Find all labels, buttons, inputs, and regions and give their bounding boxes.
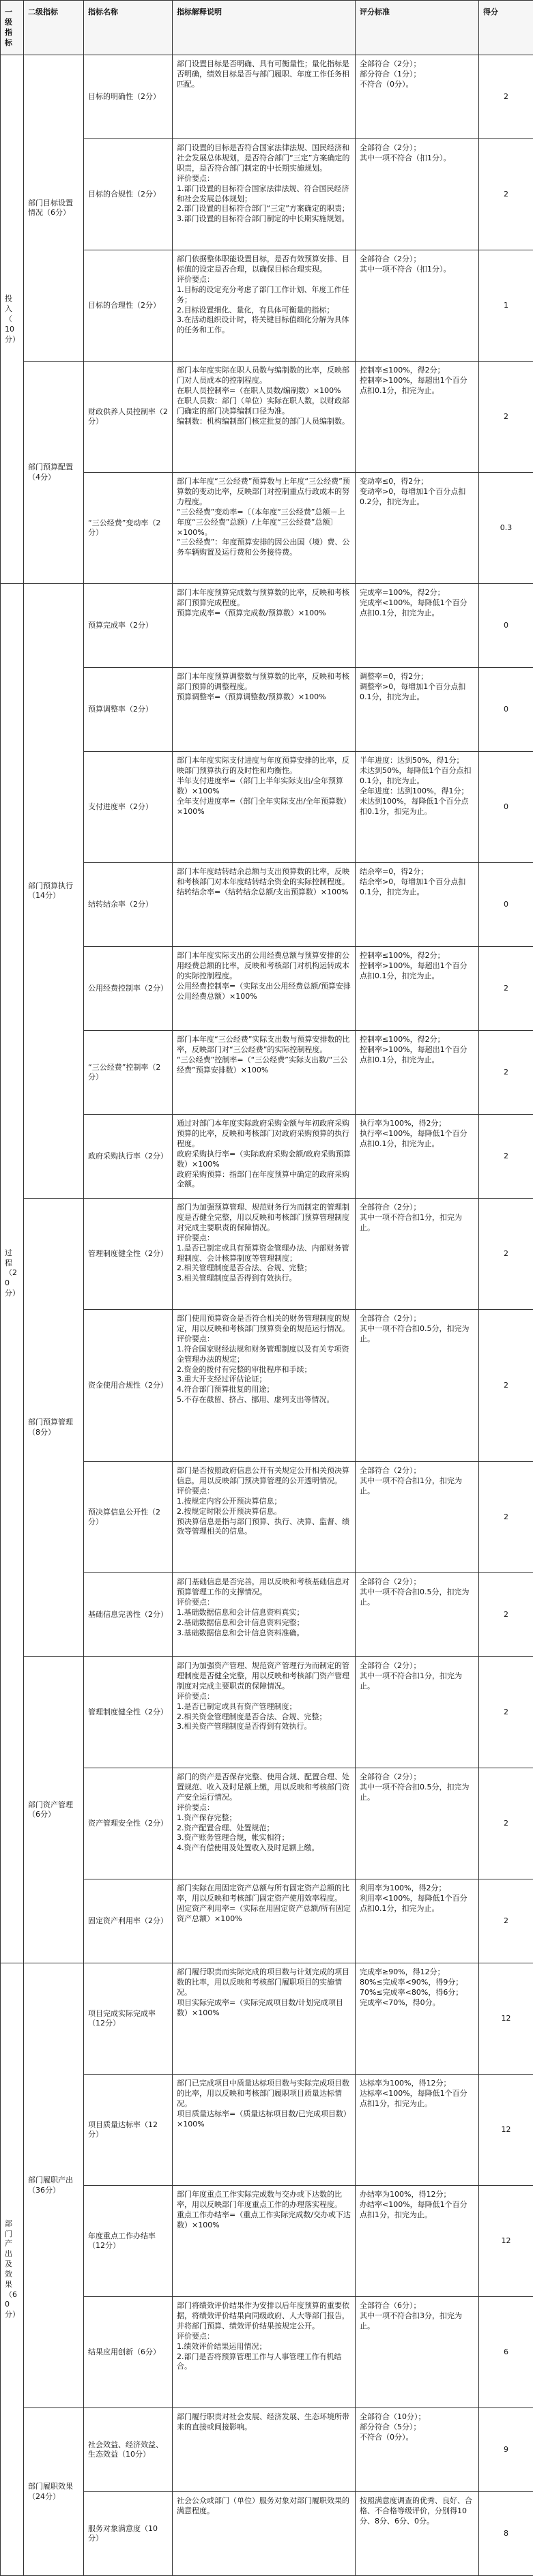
indicator-name: 基础信息完善性（2分） xyxy=(84,1573,173,1657)
header-row xyxy=(1,1,533,55)
score-value: 1 xyxy=(479,250,533,362)
indicator-name: 固定资产利用率（2分） xyxy=(84,1879,173,1963)
indicator-explanation: 部门本年度预算完成数与预算数的比率，反映和考核部门预算完成程度。 预算完成率=（预算完成数/预算数）×100% xyxy=(173,584,356,668)
indicator-explanation: 部门本年度预算调整数与预算数的比率，反映和考核部门预算的调整程度。 预算调整率=（预算调整数/预算数）×100% xyxy=(173,668,356,752)
scoring-criteria: 全部符合（2分）； 其中一项不符合扣0.5分，扣完为止。 xyxy=(356,1768,479,1879)
scoring-criteria: 半年进度：达到50%，得1分； 未达到50%，每降低1个百分点扣0.1分，扣完为止。 全年进度：达到100%，得1分； 未达到100%，每降低1个百分点扣0.1分，扣完为止。 xyxy=(356,752,479,863)
scoring-criteria: 完成率≥90%，得12分； 80%≤完成率<90%，得9分； 70%≤完成率<80%，得6分； 完成率<70%，得0分。 xyxy=(356,1963,479,2075)
indicator-explanation: 部门为加强资产管理、规范资产管理行为而制定的管理制度是否健全完整，用以反映和考核部门资产管理制度对完成主要职责的保障情况。 评价要点： 1.是否已制定或具有资产管理制度； 2.相关资金管理制度是否合法、合规、完整； 3.相关资产管理制度是否得到有效执行。 xyxy=(173,1657,356,1768)
score-value: 2 xyxy=(479,1573,533,1657)
indicator-name: 资产管理安全性（2分） xyxy=(84,1768,173,1879)
indicator-explanation: 部门设置目标是否明确、具有可衡量性；量化指标是否明确，绩效目标是否与部门履职、年度工作任务相匹配。 xyxy=(173,55,356,139)
score-value: 2 xyxy=(479,1657,533,1768)
table-row xyxy=(1,584,533,668)
indicator-explanation: 部门本年度实际在职人员数与编制数的比率，反映部门对人员成本的控制程度。 在职人员控制率=（在职人员数/编制数）×100% 在职人员数：部门（单位）实际在职人数，以财政部门确定的部门决算编制口径为准。 编制数：机构编制部门核定批复的部门人员编制数。 xyxy=(173,362,356,473)
score-value: 2 xyxy=(479,1310,533,1462)
level2-cell: 部门预算配置（4分） xyxy=(24,362,84,584)
score-value: 2 xyxy=(479,1768,533,1879)
header-explanation: 指标解释说明 xyxy=(173,1,356,55)
level2-cell: 部门预算执行（14分） xyxy=(24,584,84,1199)
scoring-criteria: 完成率=100%，得2分； 完成率<100%，每降低1个百分点扣0.1分，扣完为止。 xyxy=(356,584,479,668)
indicator-name: “三公经费”变动率（2分） xyxy=(84,473,173,584)
indicator-explanation: 部门使用预算资金是否符合相关的财务管理制度的规定，用以反映和考核部门预算资金的规范运行情况。 评价要点： 1.符合国家财经法规和财务管理制度以及有关专项资金管理办法的规定； 2.资金的拨付有完整的审批程序和手续； 3.重大开支经过评估论证； 4.符合部门预算批复的用途； 5.不存在截留、挤占、挪用、虚列支出等情况。 xyxy=(173,1310,356,1462)
score-value: 0 xyxy=(479,863,533,947)
indicator-name: “三公经费”控制率（2分） xyxy=(84,1031,173,1115)
indicator-explanation: 社会公众或部门（单位）服务对象对部门履职效果的满意程度。 xyxy=(173,2492,356,2576)
score-value: 12 xyxy=(479,2186,533,2297)
indicator-name: 年度重点工作办结率（12分） xyxy=(84,2186,173,2297)
scoring-criteria: 全部符合（2分）； 部分符合（1分）； 不符合（0分）。 xyxy=(356,55,479,139)
level1-cell: 过程（20分） xyxy=(1,584,24,1963)
indicator-name: 预算完成率（2分） xyxy=(84,584,173,668)
indicator-name: 目标的合理性（2分） xyxy=(84,250,173,362)
indicator-explanation: 部门为加强预算管理、规范财务行为而制定的管理制度是否健全完整，用以反映和考核部门预算管理制度对完成主要职责的保障情况。 评价要点： 1.是否已制定或具有预算资金管理办法、内部财务管理制度、会计核算制度等管理制度； 2.相关管理制度是否合法、合规、完整； 3.相关管理制度是否得到有效执行。 xyxy=(173,1199,356,1310)
indicator-explanation: 通过对部门本年度实际政府采购金额与年初政府采购预算的比率，反映和考核部门对政府采购预算的执行程度。 政府采购执行率=（实际政府采购金额/政府采购预算数）×100% 政府采购预算：指部门在年度预算中确定的政府采购金额。 xyxy=(173,1115,356,1199)
scoring-criteria: 控制率≤100%，得2分； 控制率>100%，每超出1个百分点扣0.1分，扣完为止。 xyxy=(356,362,479,473)
table-row xyxy=(1,1199,533,1310)
indicator-explanation: 部门年度重点工作实际完成数与交办或下达数的比率，用以反映部门年度重点工作的办理落实程度。 重点工作办结率=（重点工作实际完成数/交办或下达数）×100% xyxy=(173,2186,356,2297)
score-value: 6 xyxy=(479,2297,533,2408)
scoring-criteria: 调整率=0，得2分； 调整率>0，每增加1个百分点扣0.1分，扣完为止。 xyxy=(356,668,479,752)
scoring-criteria: 控制率≤100%，得2分； 控制率>100%，每超出1个百分点扣0.1分，扣完为止。 xyxy=(356,1031,479,1115)
score-value: 12 xyxy=(479,2075,533,2186)
score-value: 2 xyxy=(479,139,533,250)
indicator-name: 结果应用创新（6分） xyxy=(84,2297,173,2408)
indicator-explanation: 部门将绩效评价结果作为安排以后年度预算的重要依据，将绩效评价结果向同级政府、人大等部门报告，并将部门预算、绩效评价结果按规定公开。 评价要点： 1.绩效评价结果运用情况； 2.部门是否将预算管理工作与人事管理工作有机结合。 xyxy=(173,2297,356,2408)
indicator-explanation: 部门履行职责对社会发展、经济发展、生态环境所带来的直接或间接影响。 xyxy=(173,2408,356,2492)
indicator-name: 项目质量达标率（12分） xyxy=(84,2075,173,2186)
indicator-name: 政府采购执行率（2分） xyxy=(84,1115,173,1199)
table-row xyxy=(1,1963,533,2075)
scoring-criteria: 全部符合（10分）； 部分符合（5分）； 不符合（0分）。 xyxy=(356,2408,479,2492)
level2-cell: 部门履职效果（24分） xyxy=(24,2408,84,2576)
scoring-criteria: 执行率为100%，得2分； 执行率<100%，每降低1个百分点扣0.1分，扣完为止。 xyxy=(356,1115,479,1199)
indicator-explanation: 部门履行职责而实际完成的项目数与计划完成的项目数的比率，用以反映和考核部门履职项目的实施情况。 项目实际完成率=（实际完成项目数/计划完成项目数）×100% xyxy=(173,1963,356,2075)
score-value: 0.3 xyxy=(479,473,533,584)
indicator-name: 资金使用合规性（2分） xyxy=(84,1310,173,1462)
indicator-name: 支付进度率（2分） xyxy=(84,752,173,863)
scoring-criteria: 全部符合（2分）； 其中一项不符合扣0.5分，扣完为止。 xyxy=(356,1573,479,1657)
level2-cell: 部门预算管理（8分） xyxy=(24,1199,84,1657)
indicator-explanation: 部门实际在用固定资产总额与所有固定资产总额的比率，用以反映和考核部门固定资产使用效率程度。 固定资产利用率=（实际在用固定资产总额/所有固定资产总额）×100% xyxy=(173,1879,356,1963)
indicator-explanation: 部门设置的目标是否符合国家法律法规、国民经济和社会发展总体规划，是否符合部门“三定”方案确定的职责，是否符合部门制定的中长期实施规划。 评价要点： 1.部门设置的目标符合国家法律法规、符合国民经济和社会发展总体规划； 2.部门设置的目标符合部门“三定”方案确定的职责； 3.部门设置的目标符合部门制定的中长期实施规划。 xyxy=(173,139,356,250)
table-row xyxy=(1,362,533,473)
score-value: 0 xyxy=(479,752,533,863)
indicator-name: 预算调整率（2分） xyxy=(84,668,173,752)
indicator-explanation: 部门本年度实际支出的公用经费总额与预算安排的公用经费总额的比率，反映和考核部门对机构运转成本的实际控制程度。 公用经费控制率=（实际支出公用经费总额/预算安排公用经费总额）×100% xyxy=(173,947,356,1031)
score-value: 2 xyxy=(479,1199,533,1310)
scoring-criteria: 达标率为100%，得12分； 达标率<100%，每降低1个百分点扣1分，扣完为止。 xyxy=(356,2075,479,2186)
score-value: 2 xyxy=(479,55,533,139)
level1-cell: 投 入 （ 10 分） xyxy=(1,55,24,584)
indicator-name: 项目完成实际完成率（12分） xyxy=(84,1963,173,2075)
indicator-explanation: 部门是否按照政府信息公开有关规定公开相关预决算信息，用以反映部门预决算管理的公开透明情况。 评价要点： 1.按规定内容公开预决算信息； 2.按规定时限公开预决算信息。 预决算信息是指与部门预算、执行、决算、监督、绩效等管理相关的信息。 xyxy=(173,1462,356,1573)
level2-cell: 部门资产管理（6分） xyxy=(24,1657,84,1963)
indicator-explanation: 部门本年度结转结余总额与支出预算数的比率，反映和考核部门对本年度结转结余资金的实际控制程度。 结转结余率=（结转结余总额/支出预算数）×100% xyxy=(173,863,356,947)
score-value: 2 xyxy=(479,362,533,473)
table-row xyxy=(1,2408,533,2492)
scoring-criteria: 结余率=0，得2分； 结余率>0，每增加1个百分点扣0.1分，扣完为止。 xyxy=(356,863,479,947)
indicator-name: 管理制度健全性（2分） xyxy=(84,1199,173,1310)
indicator-name: 社会效益、经济效益、生态效益（10分） xyxy=(84,2408,173,2492)
scoring-criteria: 全部符合（2分）； 其中一项不符合扣1分，扣完为止。 xyxy=(356,1462,479,1573)
indicator-name: 公用经费控制率（2分） xyxy=(84,947,173,1031)
indicator-name: 结转结余率（2分） xyxy=(84,863,173,947)
header-level1: 一级指标 xyxy=(1,1,24,55)
table-row xyxy=(1,1657,533,1768)
indicator-explanation: 部门的资产是否保存完整、使用合规、配置合理、处置规范、收入及时足额上缴，用以反映和考核部门资产安全运行情况。 评价要点： 1.资产保存完整； 2.资产配置合理、处置规范； 3.资产账务管理合规，帐实相符； 4.资产有偿使用及处置收入及时足额上缴。 xyxy=(173,1768,356,1879)
indicator-name: 目标的合规性（2分） xyxy=(84,139,173,250)
score-value: 2 xyxy=(479,1462,533,1573)
indicator-name: 目标的明确性（2分） xyxy=(84,55,173,139)
score-value: 2 xyxy=(479,1031,533,1115)
indicator-explanation: 部门已完成项目中质量达标项目数与实际完成项目数的比率，用以反映和考核部门履职项目质量达标情况。 项目质量达标率=（质量达标项目数/已完成项目数）×100% xyxy=(173,2075,356,2186)
header-score: 得分 xyxy=(479,1,533,55)
indicator-name: 管理制度健全性（2分） xyxy=(84,1657,173,1768)
scoring-criteria: 按照满意度调查的优秀、良好、合格、不合格等级评价，分别得10分、8分、6分、0分。 xyxy=(356,2492,479,2576)
score-value: 0 xyxy=(479,668,533,752)
indicator-explanation: 部门本年度“三公经费”预算数与上年度“三公经费”预算数的变动比率，反映部门对控制重点行政成本的努力程度。 “三公经费”变动率=〔（本年度“三公经费”总额－上年度“三公经费”总额）/上年度“三公经费”总额〕×100%。 “三公经费”：年度预算安排的因公出国（境）费、公务车辆购置及运行费和公务接待费。 xyxy=(173,473,356,584)
score-value: 0 xyxy=(479,584,533,668)
indicator-explanation: 部门本年度“三公经费”实际支出数与预算安排数的比率，反映部门对“三公经费”的实际控制程度。 “三公经费”控制率=（“三公经费”实际支出数/“三公经费”预算安排数）×100% xyxy=(173,1031,356,1115)
indicator-name: 预决算信息公开性（2分） xyxy=(84,1462,173,1573)
indicator-explanation: 部门基础信息是否完善，用以反映和考核基础信息对预算管理工作的支撑情况。 评价要点： 1.基础数据信息和会计信息资料真实； 2.基础数据信息和会计信息资料完整； 3.基础数据信息和会计信息资料准确。 xyxy=(173,1573,356,1657)
scoring-criteria: 全部符合（6分）； 其中一项不符合扣3分，扣完为止。 xyxy=(356,2297,479,2408)
indicator-name: 财政供养人员控制率（2分） xyxy=(84,362,173,473)
score-value: 8 xyxy=(479,2492,533,2576)
scoring-criteria: 全部符合（2分）； 其中一项不符合（扣1分）。 xyxy=(356,250,479,362)
scoring-criteria: 控制率≤100%，得2分； 控制率>100%，每超出1个百分点扣0.1分，扣完为止。 xyxy=(356,947,479,1031)
score-value: 2 xyxy=(479,1115,533,1199)
level2-cell: 部门履职产出（36分） xyxy=(24,1963,84,2408)
score-value: 2 xyxy=(479,947,533,1031)
table-row xyxy=(1,55,533,139)
scoring-criteria: 全部符合（2分）； 其中一项不符合扣1分，扣完为止。 xyxy=(356,1657,479,1768)
scoring-criteria: 全部符合（2分）； 其中一项不符合扣1分，扣完为止。 xyxy=(356,1199,479,1310)
score-value: 12 xyxy=(479,1963,533,2075)
header-level2: 二级指标 xyxy=(24,1,84,55)
score-value: 2 xyxy=(479,1879,533,1963)
level1-cell: 部门产出及效果（60分） xyxy=(1,1963,24,2576)
scoring-criteria: 全部符合（2分）； 其中一项不符合（扣1分）。 xyxy=(356,139,479,250)
scoring-criteria: 变动率≤0，得2分； 变动率>0，每增加1个百分点扣0.2分，扣完为止。 xyxy=(356,473,479,584)
indicator-explanation: 部门本年度实际支付进度与年度预算安排的比率，反映部门预算执行的及时性和均衡性。 半年支付进度率=（部门上半年实际支出/全年预算数）×100% 全年支付进度率=（部门全年实际支出/全年预算数）×100% xyxy=(173,752,356,863)
header-criteria: 评分标准 xyxy=(356,1,479,55)
level2-cell: 部门目标设置情况（6分） xyxy=(24,55,84,362)
scoring-criteria: 办结率为100%，得12分； 办结率<100%，每降低1个百分点扣1分，扣完为止。 xyxy=(356,2186,479,2297)
scoring-criteria: 全部符合（2分）； 其中一项不符合扣0.5分，扣完为止。 xyxy=(356,1310,479,1462)
indicator-explanation: 部门依据整体职能设置目标，是否有效预算安排、目标值的设定是否合理，以确保目标合理实现。 评价要点： 1.目标的设定充分考虑了部门工作计划、年度工作任务； 2.目标设置细化、量化，有具体可衡量的指标； 3.在活动组织设计时，将关键目标值细化分解为具体的任务和工作。 xyxy=(173,250,356,362)
scoring-criteria: 利用率为100%，得2分； 利用率<100%，每降低1个百分点扣0.1分，扣完为止。 xyxy=(356,1879,479,1963)
indicator-name: 服务对象满意度（10分） xyxy=(84,2492,173,2576)
header-level3: 指标名称 xyxy=(84,1,173,55)
score-value: 9 xyxy=(479,2408,533,2492)
